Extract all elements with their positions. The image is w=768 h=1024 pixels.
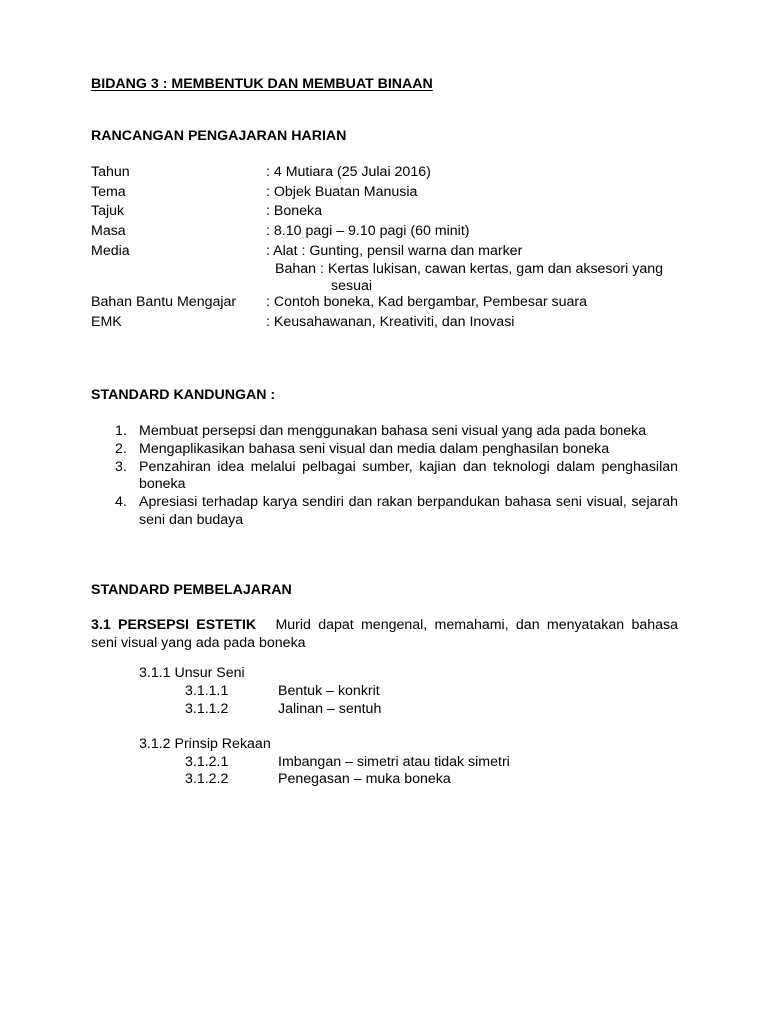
section-text: Murid dapat mengenal, memahami, dan menyatakan bahasa bbox=[275, 617, 678, 633]
subsection-item-text: Jalinan – sentuh bbox=[278, 701, 382, 717]
info-value: : Alat : Gunting, pensil warna dan marker bbox=[266, 243, 523, 259]
subsection-item-code: 3.1.1.1 bbox=[185, 683, 229, 699]
subsection-title: 3.1.1 Unsur Seni bbox=[139, 665, 245, 681]
info-label: EMK bbox=[91, 314, 122, 330]
list-item-number: 1. bbox=[115, 423, 127, 439]
list-item-text: Apresiasi terhadap karya sendiri dan rakan berpandukan bahasa seni visual, sejarah bbox=[139, 494, 678, 510]
list-item-number: 2. bbox=[115, 441, 127, 457]
info-label: Masa bbox=[91, 223, 126, 239]
media-bahan-line: Bahan : Kertas lukisan, cawan kertas, gam dan aksesori yang bbox=[275, 261, 664, 277]
list-item-text: Membuat persepsi dan menggunakan bahasa seni visual yang ada pada boneka bbox=[139, 423, 647, 439]
info-value: : Boneka bbox=[266, 203, 323, 219]
subsection-title: 3.1.2 Prinsip Rekaan bbox=[139, 736, 271, 752]
standard-pembelajaran-heading: STANDARD PEMBELAJARAN bbox=[91, 582, 292, 598]
info-row-masa bbox=[91, 222, 691, 240]
info-value: : Contoh boneka, Kad bergambar, Pembesar suara bbox=[266, 294, 587, 310]
bidang-heading: BIDANG 3 : MEMBENTUK DAN MEMBUAT BINAAN bbox=[91, 76, 433, 92]
info-value: : 8.10 pagi – 9.10 pagi (60 minit) bbox=[266, 223, 470, 239]
list-item-number: 3. bbox=[115, 459, 127, 475]
list-item-text-continued: seni dan budaya bbox=[139, 512, 244, 528]
info-row-media bbox=[91, 242, 691, 260]
info-label: Bahan Bantu Mengajar bbox=[91, 294, 237, 310]
info-row-emk bbox=[91, 313, 691, 331]
list-item-text: Mengaplikasikan bahasa seni visual dan media dalam penghasilan boneka bbox=[139, 441, 610, 457]
info-row-tahun bbox=[91, 163, 691, 181]
section-text-continued: seni visual yang ada pada boneka bbox=[91, 635, 306, 651]
subsection-item-code: 3.1.2.2 bbox=[185, 771, 229, 787]
info-row-bahan-bantu-mengajar bbox=[91, 293, 691, 311]
info-row-tema bbox=[91, 183, 691, 201]
standard-kandungan-heading: STANDARD KANDUNGAN : bbox=[91, 387, 276, 403]
list-item-text: Penzahiran idea melalui pelbagai sumber, kajian dan teknologi dalam penghasilan bbox=[139, 459, 678, 475]
subsection-item-code: 3.1.2.1 bbox=[185, 754, 229, 770]
info-value: : 4 Mutiara (25 Julai 2016) bbox=[266, 164, 431, 180]
info-row-tajuk bbox=[91, 202, 691, 220]
rph-heading: RANCANGAN PENGAJARAN HARIAN bbox=[91, 128, 347, 144]
subsection-item-text: Bentuk – konkrit bbox=[278, 683, 380, 699]
info-label: Media bbox=[91, 243, 130, 259]
list-item-text-continued: boneka bbox=[139, 476, 186, 492]
media-bahan-line: sesuai bbox=[331, 278, 373, 294]
info-value: : Keusahawanan, Kreativiti, dan Inovasi bbox=[266, 314, 515, 330]
info-label: Tajuk bbox=[91, 203, 125, 219]
info-label: Tema bbox=[91, 184, 126, 200]
subsection-item-text: Penegasan – muka boneka bbox=[278, 771, 451, 787]
subsection-item-text: Imbangan – simetri atau tidak simetri bbox=[278, 754, 510, 770]
info-label: Tahun bbox=[91, 164, 130, 180]
section-title: 3.1 PERSEPSI ESTETIK bbox=[91, 617, 257, 633]
section-3-1-paragraph bbox=[91, 616, 678, 634]
subsection-item-code: 3.1.1.2 bbox=[185, 701, 229, 717]
info-value: : Objek Buatan Manusia bbox=[266, 184, 418, 200]
list-item-number: 4. bbox=[115, 494, 127, 510]
